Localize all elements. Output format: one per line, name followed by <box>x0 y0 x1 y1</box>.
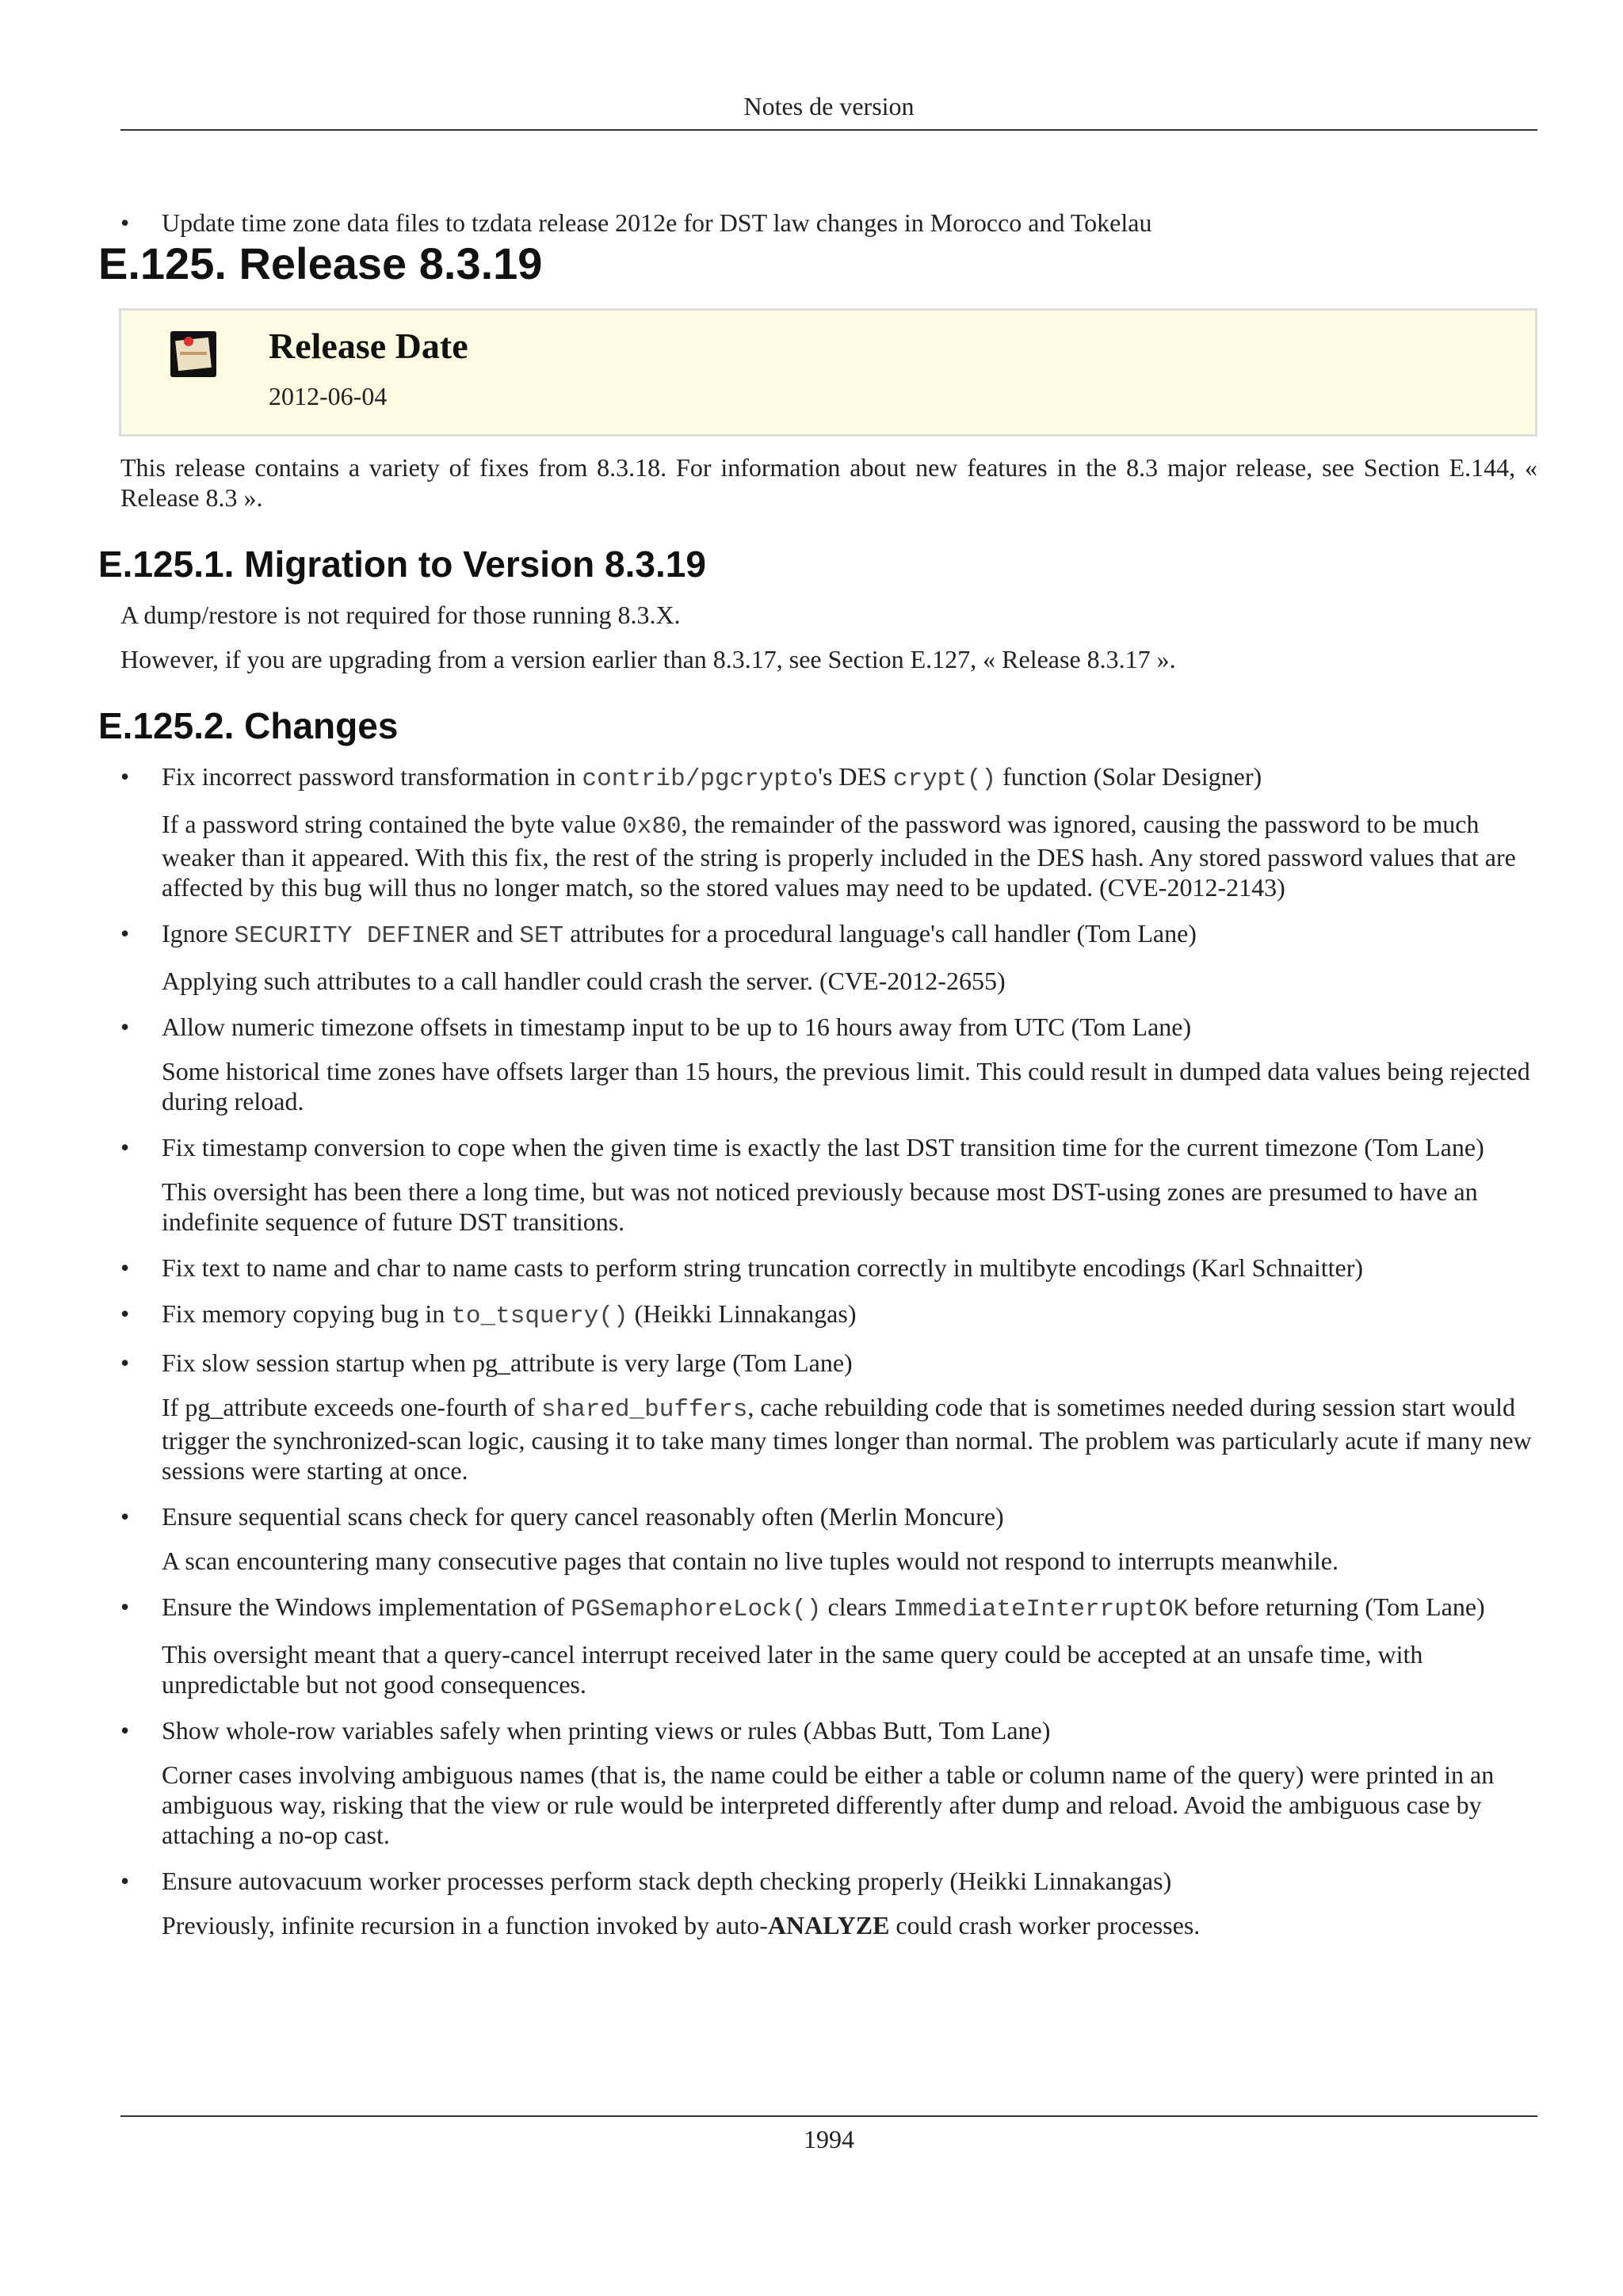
item-description: This oversight meant that a query-cancel interrupt received later in the same query could be accepted at an unsafe time, with unpredictable but not good consequences. <box>162 1640 1423 1699</box>
list-item <box>98 1348 1537 1486</box>
list-item <box>98 1299 1537 1332</box>
item-description: Applying such attributes to a call handler could crash the server. (CVE-2012-2655) <box>162 967 1006 995</box>
top-list <box>98 208 1537 238</box>
list-item <box>98 1501 1537 1576</box>
note-heading: Release Date <box>269 326 468 366</box>
item-title: Ensure sequential scans check for query cancel reasonably often (Merlin Moncure) <box>162 1502 1004 1531</box>
item-title: Show whole-row variables safely when printing views or rules (Abbas Butt, Tom Lane) <box>162 1716 1051 1745</box>
item-description: If a password string contained the byte value 0x80, the remainder of the password was ignored, causing the password to be much weaker than it appeared. With this fix, the rest of the string is properly included in the DES hash. Any stored password values that are affected by this bug will thus no longer match, so the stored values may need to be updated. (CVE-2012-2143) <box>162 810 1516 902</box>
list-item <box>98 1715 1537 1850</box>
migration-paragraph: However, if you are upgrading from a version earlier than 8.3.17, see Section E.127, « Release 8.3.17 ». <box>120 645 1176 673</box>
bullet: • <box>120 208 130 237</box>
item-title: Fix incorrect password transformation in contrib/pgcrypto's DES crypt() function (Solar Designer) <box>162 762 1262 793</box>
list-item-text: Update time zone data files to tzdata release 2012e for DST law changes in Morocco and Tokelau <box>162 208 1152 237</box>
item-title: Ignore SECURITY DEFINER and SET attributes for a procedural language's call handler (Tom Lane) <box>162 919 1197 950</box>
bullet: • <box>120 1133 130 1161</box>
list-item <box>98 1866 1537 1940</box>
list-item <box>98 918 1537 996</box>
item-title: Ensure the Windows implementation of PGSemaphoreLock() clears ImmediateInterruptOK before returning (Tom Lane) <box>162 1592 1485 1623</box>
list-item <box>98 1012 1537 1116</box>
running-header: Notes de version <box>120 92 1537 131</box>
bullet: • <box>120 762 130 791</box>
item-title: Fix memory copying bug in to_tsquery() (Heikki Linnakangas) <box>162 1299 857 1330</box>
item-title: Fix text to name and char to name casts to perform string truncation correctly in multibyte encodings (Karl Schnaitter) <box>162 1253 1363 1282</box>
list-item <box>98 761 1537 902</box>
item-description: Some historical time zones have offsets larger than 15 hours, the previous limit. This could result in dumped data values being rejected during reload. <box>162 1057 1530 1116</box>
item-description: Corner cases involving ambiguous names (that is, the name could be either a table or column name of the query) were printed in an ambiguous way, risking that the view or rule would be interpreted differently after dump and reload. Avoid the ambiguous case by attaching a no-op cast. <box>162 1760 1495 1849</box>
item-title: Fix slow session startup when pg_attribute is very large (Tom Lane) <box>162 1348 853 1377</box>
list-item <box>98 1592 1537 1699</box>
item-title: Fix timestamp conversion to cope when the given time is exactly the last DST transition time for the current timezone (Tom Lane) <box>162 1133 1484 1161</box>
migration-paragraph: A dump/restore is not required for those running 8.3.X. <box>120 601 681 629</box>
intro-paragraph: This release contains a variety of fixes from 8.3.18. For information about new features in the 8.3 major release, see Section E.144, « Release 8.3 ». <box>120 453 1537 512</box>
bullet: • <box>120 1013 130 1041</box>
bullet: • <box>120 1348 130 1377</box>
page-content <box>98 208 1537 1940</box>
changes-list <box>98 761 1537 1940</box>
bullet: • <box>120 1592 130 1621</box>
release-date-note <box>119 308 1537 437</box>
item-description: If pg_attribute exceeds one-fourth of shared_buffers, cache rebuilding code that is sometimes needed during session start would trigger the synchronized-scan logic, causing it to take many times longer than normal. The problem was particularly acute if many new sessions were starting at once. <box>162 1393 1532 1485</box>
note-icon <box>170 331 216 377</box>
item-title: Ensure autovacuum worker processes perform stack depth checking properly (Heikki Linnakangas) <box>162 1867 1172 1895</box>
bullet: • <box>120 1502 130 1531</box>
list-item <box>98 208 1537 238</box>
section-title: E.125. Release 8.3.19 <box>98 238 543 288</box>
bullet: • <box>120 1867 130 1895</box>
release-date: 2012-06-04 <box>269 382 388 410</box>
changes-title: E.125.2. Changes <box>98 705 399 746</box>
item-title: Allow numeric timezone offsets in timestamp input to be up to 16 hours away from UTC (Tom Lane) <box>162 1013 1192 1041</box>
bullet: • <box>120 1299 130 1328</box>
item-description: This oversight has been there a long time, but was not noticed previously because most DST-using zones are presumed to have an indefinite sequence of future DST transitions. <box>162 1177 1478 1236</box>
page-number: 1994 <box>120 2115 1537 2154</box>
list-item <box>98 1253 1537 1283</box>
list-item <box>98 1132 1537 1237</box>
bullet: • <box>120 919 130 948</box>
bullet: • <box>120 1716 130 1745</box>
migration-title: E.125.1. Migration to Version 8.3.19 <box>98 543 706 585</box>
item-description: Previously, infinite recursion in a function invoked by auto-ANALYZE could crash worker processes. <box>162 1911 1201 1939</box>
bullet: • <box>120 1253 130 1282</box>
item-description: A scan encountering many consecutive pages that contain no live tuples would not respond to interrupts meanwhile. <box>162 1547 1338 1575</box>
